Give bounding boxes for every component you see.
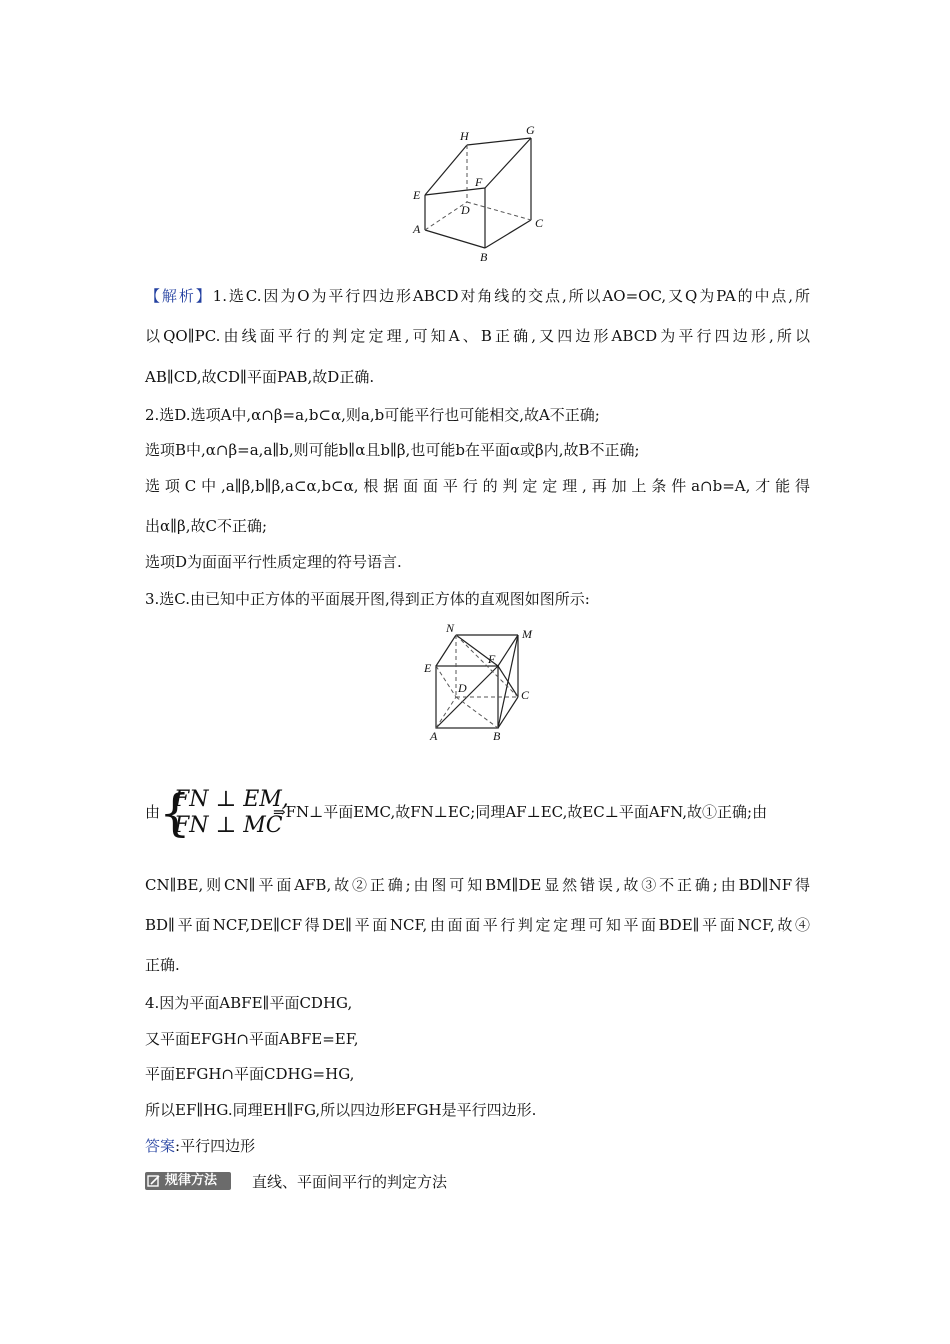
label-E: E xyxy=(413,188,421,202)
p3-line1: 3.选C.由已知中正方体的平面展开图,得到正方体的直观图如图所示: xyxy=(145,590,590,608)
p1-line1: 【解析】1.选C.因为O为平行四边形ABCD对角线的交点,所以AO=OC,又Q为PA的中点,所 xyxy=(145,287,810,305)
brace-system-line xyxy=(145,785,810,841)
label-C: C xyxy=(521,688,530,702)
answer-value: :平行四边形 xyxy=(175,1137,256,1155)
p2-line4: 出α∥β,故C不正确; xyxy=(145,517,268,535)
p2-line5: 选项D为面面平行性质定理的符号语言. xyxy=(145,553,402,571)
method-badge-label: 规律方法 xyxy=(165,1173,218,1188)
label-E: E xyxy=(424,661,432,675)
p4-line3: 平面EFGH∩平面CDHG=HG, xyxy=(145,1065,355,1083)
p3-line4: 正确. xyxy=(145,956,180,974)
p4-line4: 所以EF∥HG.同理EH∥FG,所以四边形EFGH是平行四边形. xyxy=(145,1101,537,1119)
equation-2: FN ⊥ MC xyxy=(174,813,283,838)
answer-label: 答案 xyxy=(145,1137,176,1155)
method-title: 直线、平面间平行的判定方法 xyxy=(252,1173,448,1191)
p2-line3: 选项C中,a∥β,b∥β,a⊂α,b⊂α,根据面面平行的判定定理,再加上条件a∩b=A,才能得 xyxy=(145,477,810,495)
label-H: H xyxy=(460,129,469,143)
label-G: G xyxy=(526,123,535,137)
brace-prefix: 由 xyxy=(145,803,161,821)
p2-line2: 选项B中,α∩β=a,a∥b,则可能b∥α且b∥β,也可能b在平面α或β内,故B不正确; xyxy=(145,441,640,459)
p4-line1: 4.因为平面ABFE∥平面CDHG, xyxy=(145,994,353,1012)
label-A: A xyxy=(413,222,421,236)
figure-prism xyxy=(405,120,555,265)
label-D: D xyxy=(458,681,467,695)
label-C: C xyxy=(535,216,544,230)
label-M: M xyxy=(522,627,532,641)
equation-1: FN ⊥ EM, xyxy=(174,787,289,812)
p1-line3: AB∥CD,故CD∥平面PAB,故D正确. xyxy=(145,368,375,386)
label-B: B xyxy=(493,729,501,743)
equation-system xyxy=(174,787,289,839)
p4-line2: 又平面EFGH∩平面ABFE=EF, xyxy=(145,1030,359,1048)
p3-line3: BD∥平面NCF,DE∥CF得DE∥平面NCF,由面面平行判定定理可知平面BDE∥平面NCF,故④ xyxy=(145,916,810,934)
pen-icon xyxy=(147,1174,161,1188)
solution-tag: 【解析】 xyxy=(145,287,213,305)
answer-line xyxy=(145,1136,810,1156)
brace-rest: ⇒FN⊥平面EMC,故FN⊥EC;同理AF⊥EC,故EC⊥平面AFN,故①正确;由 xyxy=(273,803,768,821)
label-D: D xyxy=(461,203,470,217)
label-F: F xyxy=(475,175,483,189)
label-N: N xyxy=(446,621,455,635)
left-brace: { xyxy=(159,784,191,842)
figure-cube xyxy=(418,620,538,745)
label-A: A xyxy=(430,729,438,743)
label-F: F xyxy=(488,652,496,666)
method-badge xyxy=(145,1172,231,1190)
p1-line2: 以QO∥PC.由线面平行的判定定理,可知A、B正确,又四边形ABCD为平行四边形,所以 xyxy=(145,327,810,345)
p3-line2: CN∥BE,则CN∥平面AFB,故②正确;由图可知BM∥DE显然错误,故③不正确;由BD∥NF得 xyxy=(145,876,810,894)
label-B: B xyxy=(480,250,488,264)
p2-line1: 2.选D.选项A中,α∩β=a,b⊂α,则a,b可能平行也可能相交,故A不正确; xyxy=(145,406,600,424)
